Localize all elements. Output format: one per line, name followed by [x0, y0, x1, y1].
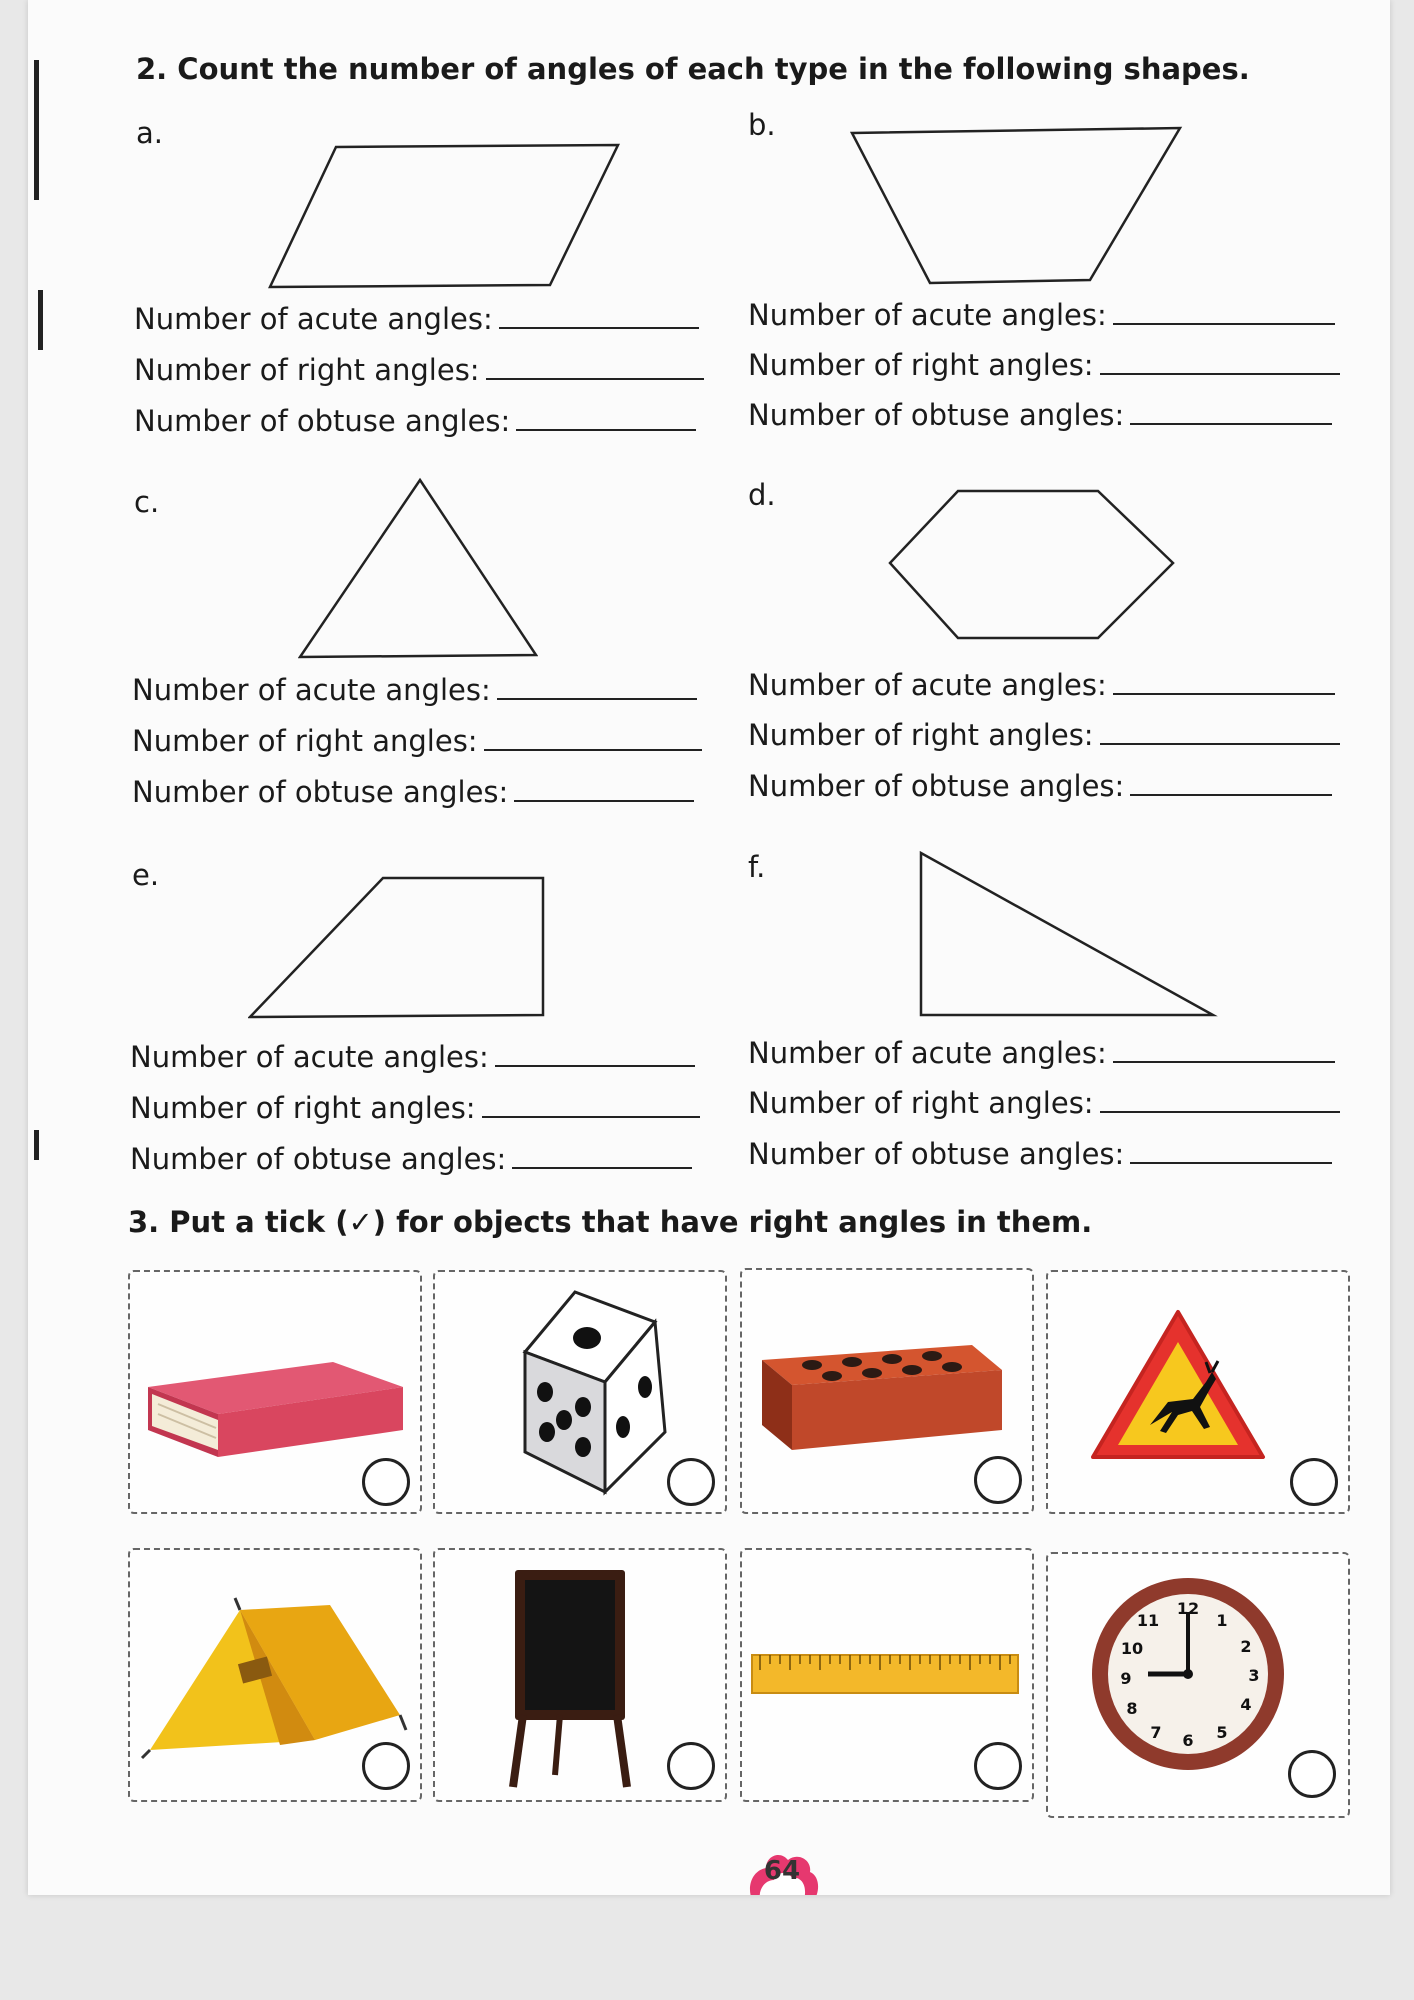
acute-label: Number of acute angles:	[132, 673, 491, 707]
d-obtuse-row	[748, 769, 1332, 803]
obtuse-label: Number of obtuse angles:	[748, 1137, 1125, 1171]
tick-circle[interactable]	[362, 1458, 410, 1506]
brick-icon	[757, 1330, 1007, 1460]
answer-blank[interactable]	[1113, 692, 1335, 695]
answer-blank[interactable]	[1100, 742, 1340, 745]
acute-label: Number of acute angles:	[748, 1036, 1107, 1070]
tent-icon	[140, 1590, 410, 1770]
obtuse-label: Number of obtuse angles:	[748, 398, 1125, 432]
c-right-row	[132, 724, 702, 758]
clock-icon	[1088, 1574, 1288, 1774]
binding-mark	[38, 290, 43, 350]
answer-blank[interactable]	[514, 799, 694, 802]
clock-number: 10	[1120, 1639, 1144, 1658]
answer-blank[interactable]	[495, 1064, 695, 1067]
object-card-chalkboard	[433, 1548, 727, 1802]
right-label: Number of right angles:	[134, 353, 480, 387]
tick-circle[interactable]	[974, 1742, 1022, 1790]
object-card-ruler	[740, 1548, 1034, 1802]
e-obtuse-row	[130, 1142, 692, 1176]
tick-circle[interactable]	[667, 1458, 715, 1506]
answer-blank[interactable]	[484, 748, 702, 751]
clock-number: 9	[1120, 1669, 1132, 1688]
tick-circle[interactable]	[1290, 1458, 1338, 1506]
label-f: f.	[748, 850, 766, 884]
parallelogram-shape	[268, 135, 628, 295]
question-2-title: 2. Count the number of angles of each type in the following shapes.	[136, 52, 1250, 86]
acute-label: Number of acute angles:	[134, 302, 493, 336]
c-acute-row	[132, 673, 697, 707]
d-right-row	[748, 718, 1340, 752]
trapezoid-shape	[850, 125, 1190, 290]
c-obtuse-row	[132, 775, 694, 809]
right-trapezoid-shape	[248, 875, 548, 1025]
answer-blank[interactable]	[512, 1166, 692, 1169]
answer-blank[interactable]	[1100, 372, 1340, 375]
object-card-brick	[740, 1268, 1034, 1514]
acute-label: Number of acute angles:	[748, 298, 1107, 332]
acute-label: Number of acute angles:	[748, 668, 1107, 702]
right-label: Number of right angles:	[748, 718, 1094, 752]
clock-number: 8	[1126, 1699, 1138, 1718]
triangle-shape	[298, 475, 538, 665]
clock-number: 3	[1248, 1666, 1260, 1685]
dice-icon	[465, 1282, 685, 1502]
e-right-row	[130, 1091, 700, 1125]
f-acute-row	[748, 1036, 1335, 1070]
answer-blank[interactable]	[497, 697, 697, 700]
right-label: Number of right angles:	[132, 724, 478, 758]
page-number: 64	[763, 1856, 801, 1886]
a-obtuse-row	[134, 404, 696, 438]
label-c: c.	[134, 485, 160, 519]
object-card-dice	[433, 1270, 727, 1514]
label-e: e.	[132, 858, 160, 892]
clock-number: 5	[1216, 1723, 1228, 1742]
binding-mark	[34, 60, 39, 200]
b-right-row	[748, 348, 1340, 382]
book-icon	[138, 1342, 408, 1472]
d-acute-row	[748, 668, 1335, 702]
ruler-icon	[750, 1650, 1020, 1700]
answer-blank[interactable]	[1100, 1110, 1340, 1113]
clock-number: 2	[1240, 1637, 1252, 1656]
clock-number: 1	[1216, 1611, 1228, 1630]
binding-mark	[34, 1130, 39, 1160]
answer-blank[interactable]	[1130, 422, 1332, 425]
tick-circle[interactable]	[667, 1742, 715, 1790]
a-acute-row	[134, 302, 699, 336]
f-obtuse-row	[748, 1137, 1332, 1171]
answer-blank[interactable]	[482, 1115, 700, 1118]
answer-blank[interactable]	[486, 377, 704, 380]
right-triangle-shape	[918, 850, 1218, 1020]
acute-label: Number of acute angles:	[130, 1040, 489, 1074]
answer-blank[interactable]	[1130, 1161, 1332, 1164]
workbook-page	[28, 0, 1390, 1895]
tick-circle[interactable]	[1288, 1750, 1336, 1798]
label-d: d.	[748, 478, 776, 512]
clock-number: 12	[1176, 1599, 1200, 1618]
clock-number: 11	[1136, 1611, 1160, 1630]
obtuse-label: Number of obtuse angles:	[132, 775, 509, 809]
label-a: a.	[136, 116, 163, 150]
clock-number: 7	[1150, 1723, 1162, 1742]
answer-blank[interactable]	[1113, 1060, 1335, 1063]
a-right-row	[134, 353, 704, 387]
object-card-sign	[1046, 1270, 1350, 1514]
object-card-clock	[1046, 1552, 1350, 1818]
right-label: Number of right angles:	[748, 348, 1094, 382]
obtuse-label: Number of obtuse angles:	[134, 404, 511, 438]
f-right-row	[748, 1086, 1340, 1120]
question-3-title: 3. Put a tick (✓) for objects that have right angles in them.	[128, 1205, 1093, 1239]
right-label: Number of right angles:	[130, 1091, 476, 1125]
right-label: Number of right angles:	[748, 1086, 1094, 1120]
chalkboard-easel-icon	[505, 1565, 635, 1790]
page-number-badge	[744, 1848, 820, 1895]
b-obtuse-row	[748, 398, 1332, 432]
clock-number: 6	[1182, 1731, 1194, 1750]
clock-number: 4	[1240, 1695, 1252, 1714]
e-acute-row	[130, 1040, 695, 1074]
tick-circle[interactable]	[974, 1456, 1022, 1504]
hexagon-shape	[888, 488, 1188, 648]
answer-blank[interactable]	[499, 326, 699, 329]
answer-blank[interactable]	[1113, 322, 1335, 325]
b-acute-row	[748, 298, 1335, 332]
answer-blank[interactable]	[1130, 793, 1332, 796]
object-card-book	[128, 1270, 422, 1514]
tick-circle[interactable]	[362, 1742, 410, 1790]
object-card-tent	[128, 1548, 422, 1802]
obtuse-label: Number of obtuse angles:	[130, 1142, 507, 1176]
obtuse-label: Number of obtuse angles:	[748, 769, 1125, 803]
label-b: b.	[748, 108, 776, 142]
answer-blank[interactable]	[516, 428, 696, 431]
deer-crossing-sign-icon	[1088, 1307, 1268, 1467]
